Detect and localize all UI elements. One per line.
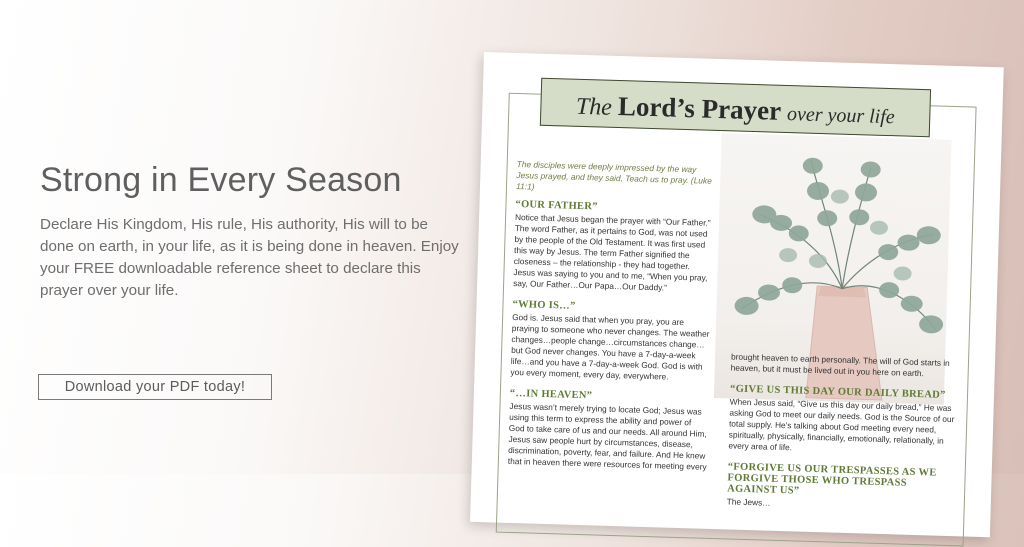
doc-section-body: Notice that Jesus began the prayer with “Our Father.” The word Father, as it pertains to God, was not used by the people of the Old Testament. It was first used this way by Jesus. The term Father signified the closeness – the relationship - they had together. Jesus was saying to you and to me, “When you pray, say, Our Father…Our Papa…Our Daddy.” [513,211,711,293]
doc-section-body: brought heaven to earth personally. The will of God starts in heaven, but it must be lived out in you here on earth. [730,351,950,379]
doc-right-column [727,349,962,514]
doc-left-column [508,189,716,473]
download-pdf-button[interactable]: Download your PDF today! [38,374,272,400]
hero-copy [40,158,460,302]
doc-section-heading: “GIVE US THIS DAY OUR DAILY BREAD” [729,383,946,401]
doc-section-body: Jesus wasn’t merely trying to locate God; Jesus was using this term to express the ability and power of God to take care of us and our needs. All around Him, Jesus saw people hurt by circumstances, disease, discrimination, poverty, fear, and failure. And He knew that in heaven there were resources for meeting every [507,400,707,472]
doc-section-body: The Jews… [726,496,771,508]
banner-the: The [575,93,613,121]
doc-section-heading: “WHO IS…” [512,298,576,312]
hero-title: Strong in Every Season [40,161,402,199]
doc-section-heading: “OUR FATHER” [515,199,598,213]
banner-lords-prayer: Lord’s Prayer [617,91,782,126]
doc-intro: The disciples were deeply impressed by the way Jesus prayed, and they said, Teach us to pray. (Luke 11:1) [515,159,712,192]
doc-section-body: When Jesus said, “Give us this day our daily bread,” He was asking God to meet our daily needs. God is the Source of our total supply. He’s talking about God meeting every need, spiritually, physically, financially, emotionally, relationally, in every area of life. [728,396,955,453]
doc-section-body: God is. Jesus said that when you pray, you are praying to someone who never changes. The weather changes…people change…circumstances change… but God never changes. You have a 7-day-a-week life…and you have a 7-day-a-week God. God is with you every moment, every day, everywhere. [510,311,710,382]
doc-section-heading: “…IN HEAVEN” [509,387,593,402]
hero-description: Declare His Kingdom, His rule, His authority, His will to be done on earth, in your life, as it is being done in heaven. Enjoy your FREE downloadable reference sheet to declare this prayer over your life. [40,216,459,299]
banner-over-your-life: over your life [786,103,896,129]
doc-section-heading: “FORGIVE US OUR TRESPASSES AS WE FORGIVE THOSE WHO TRESPASS AGAINST US” [726,461,937,497]
prayer-reference-sheet [470,52,1004,537]
